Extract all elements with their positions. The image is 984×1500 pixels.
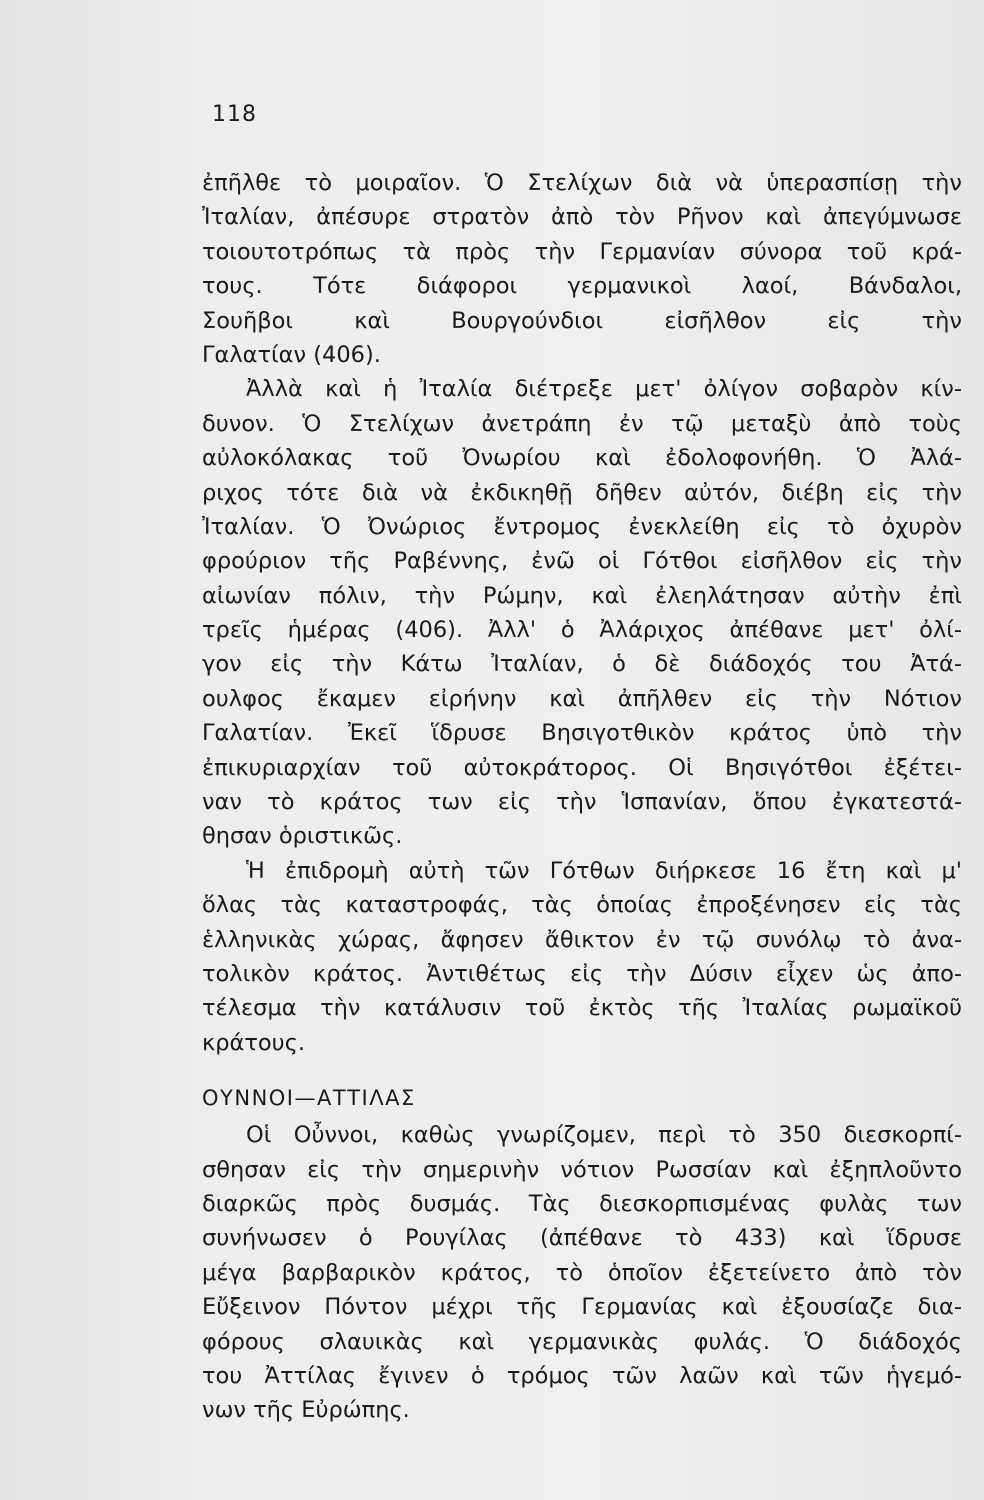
- text-line: αὐλοκόλακας τοῦ Ὀνωρίου καὶ ἐδολοφονήθη. Ὁ Ἀλά-: [202, 445, 962, 472]
- text-line: Ἡ ἐπιδρομὴ αὐτὴ τῶν Γότθων διήρκεσε 16 ἔτη καὶ μ': [246, 857, 962, 884]
- text-line: φρούριον τῆς Ραβέννης, ἐνῶ οἱ Γότθοι εἰσῆλθον εἰς τὴν: [202, 548, 962, 575]
- text-line: ἑλληνικὰς χώρας, ἄφησεν ἄθικτον ἐν τῷ συνόλῳ τὸ ἀνα-: [202, 926, 962, 953]
- text-line: μέγα βαρβαρικὸν κράτος, τὸ ὁποῖον ἐξετείνετο ἀπὸ τὸν: [202, 1259, 962, 1286]
- section-spacer: [202, 1060, 962, 1078]
- text-block-huns: [202, 1118, 962, 1428]
- text-line: τους. Τότε διάφοροι γερμανικοὶ λαοί, Βάνδαλοι,: [202, 273, 962, 300]
- text-line: τολικὸν κράτος. Ἀντιθέτως εἰς τὴν Δύσιν εἶχεν ὡς ἀπο-: [202, 960, 962, 987]
- text-line: διαρκῶς πρὸς δυσμάς. Τὰς διεσκορπισμένας φυλὰς των: [202, 1190, 962, 1217]
- text-line: τρεῖς ἡμέρας (406). Ἀλλ' ὁ Ἀλάριχος ἀπέθανε μετ' ὀλί-: [202, 617, 962, 644]
- text-line: Ἀλλὰ καὶ ἡ Ἰταλία διέτρεξε μετ' ὀλίγον σοβαρὸν κίν-: [246, 376, 962, 403]
- text-line: Ἰταλίαν. Ὁ Ὀνώριος ἔντρομος ἐνεκλείθη εἰς τὸ ὀχυρὸν: [202, 513, 962, 540]
- text-line: γον εἰς τὴν Κάτω Ἰταλίαν, ὁ δὲ διάδοχός του Ἀτά-: [202, 651, 962, 678]
- text-line: του Ἀττίλας ἔγινεν ὁ τρόμος τῶν λαῶν καὶ τῶν ἡγεμό-: [202, 1362, 962, 1389]
- text-line: σθησαν εἰς τὴν σημερινὴν νότιον Ρωσσίαν καὶ ἐξηπλοῦντο: [202, 1156, 962, 1183]
- text-line: κράτους.: [202, 1029, 306, 1056]
- section-heading: ΟΥΝΝΟΙ—ΑΤΤΙΛΑΣ: [202, 1086, 416, 1111]
- text-line: τοιουτοτρόπως τὰ πρὸς τὴν Γερμανίαν σύνορα τοῦ κρά-: [202, 238, 962, 265]
- text-line: τέλεσμα τὴν κατάλυσιν τοῦ ἐκτὸς τῆς Ἰταλίας ρωμαϊκοῦ: [202, 995, 962, 1022]
- text-line: ριχος τότε διὰ νὰ ἐκδικηθῇ δῆθεν αὐτόν, διέβη εἰς τὴν: [202, 479, 962, 506]
- text-line: Ἰταλίαν, ἀπέσυρε στρατὸν ἀπὸ τὸν Ρῆνον καὶ ἀπεγύμνωσε: [202, 204, 962, 231]
- page-number: 118: [212, 102, 257, 127]
- text-line: Σουῆβοι καὶ Βουργούνδιοι εἰσῆλθον εἰς τὴν: [202, 307, 962, 334]
- text-line: συνήνωσεν ὁ Ρουγίλας (ἀπέθανε τὸ 433) καὶ ἵδρυσε: [202, 1225, 962, 1252]
- text-line: αἰωνίαν πόλιν, τὴν Ρώμην, καὶ ἐλεηλάτησαν αὐτὴν ἐπὶ: [202, 582, 962, 609]
- text-line: θησαν ὁριστικῶς.: [202, 823, 403, 850]
- text-line: Γαλατίαν (406).: [202, 341, 381, 368]
- text-line: ἐπικυριαρχίαν τοῦ αὐτοκράτορος. Οἱ Βησιγότθοι ἐξέτει-: [202, 754, 962, 781]
- text-line: ναν τὸ κράτος των εἰς τὴν Ἱσπανίαν, ὅπου ἐγκατεστά-: [202, 789, 962, 816]
- text-line: Εὔξεινον Πόντον μέχρι τῆς Γερμανίας καὶ ἐξουσίαζε δια-: [202, 1294, 962, 1321]
- body-text: [202, 166, 962, 1428]
- text-line: Οἱ Οὖννοι, καθὼς γνωρίζομεν, περὶ τὸ 350 διεσκορπί-: [246, 1122, 962, 1149]
- text-line: Γαλατίαν. Ἐκεῖ ἵδρυσε Βησιγοτθικὸν κράτος ὑπὸ τὴν: [202, 720, 962, 747]
- text-line: ὅλας τὰς καταστροφάς, τὰς ὁποίας ἐπροξένησεν εἰς τὰς: [202, 892, 962, 919]
- text-line: ἐπῆλθε τὸ μοιραῖον. Ὁ Στελίχων διὰ νὰ ὑπερασπίσῃ τὴν: [202, 170, 962, 196]
- text-line: ουλφος ἔκαμεν εἰρήνην καὶ ἀπῆλθεν εἰς τὴν Νότιον: [202, 685, 962, 712]
- text-line: δυνον. Ὁ Στελίχων ἀνετράπη ἐν τῷ μεταξὺ ἀπὸ τοὺς: [202, 410, 962, 437]
- text-block-goths: [202, 166, 962, 1060]
- text-line: φόρους σλαυικὰς καὶ γερμανικὰς φυλάς. Ὁ διάδοχός: [202, 1328, 962, 1355]
- text-line: νων τῆς Εὐρώπης.: [202, 1397, 410, 1424]
